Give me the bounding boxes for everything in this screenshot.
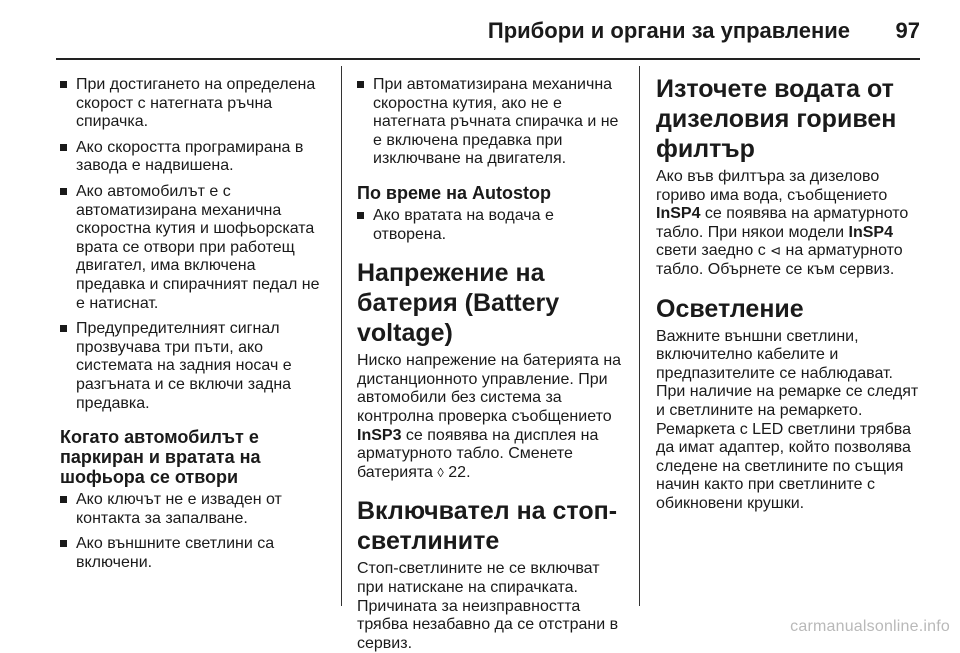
list-item: Ако скоростта програмирана в завода е надвишена. [60,139,328,176]
list-item: Ако вратата на водача е отворена. [357,207,623,244]
watermark: carmanualsonline.info [790,618,950,635]
heading-battery-voltage: Напрежение на батерия (Battery voltage) [357,259,560,348]
page-title: Прибори и органи за управление [487,18,850,43]
lighting-paragraph: Важните външни светлини, включително кабелите и предпазителите се наблюдават. При наличие на ремарке се следят и светлините на ремаркето. Ремаркета с LED светлини трябва да имат адаптер, който позволява следене на светлините по същия начин както при светлините с обикновени крушки. [656,327,919,512]
bullet-square-icon [60,325,67,332]
list-item: Ако външните светлини са включени. [60,535,328,572]
column-1 [60,76,328,579]
bullet-square-icon [60,144,67,151]
bullet-square-icon [357,81,364,88]
list-item: Ако ключът не е изваден от контакта за запалване. [60,491,328,528]
subheading-parked-door-open: Когато автомобилът е паркиран и вратата на шофьора се отвори [60,427,261,488]
drain-paragraph: Ако във филтъра за дизелово гориво има вода, съобщението InSP4 се появява на арматурното табло. При някои модели InSP4 свети заедно с ⊲ на арматурното табло. Обърнете се към сервиз. [656,168,909,278]
service-wrench-icon: ⊲ [770,243,782,259]
page-number: 97 [895,18,920,43]
column-divider-2 [639,66,640,606]
bullet-square-icon [60,496,67,503]
code-insp4: InSP4 [656,205,701,223]
heading-drain-water-filter: Източете водата от дизеловия горивен филтър [656,75,897,163]
page-header [56,14,920,60]
list-item: Ако автомобилът е с автоматизирана механична скоростна кутия и шофьорската врата се отвори при работещ двигател, има включена предавка и спирачният педал не е натиснат. [60,183,328,313]
bullet-square-icon [60,188,67,195]
list-item: Предупредителният сигнал прозвучава три пъти, ако системата на задния носач е разгъната и се включи задна предавка. [60,320,328,413]
battery-paragraph: Ниско напрежение на батерията на дистанционното управление. При автомобили без система за контролна проверка съобщението InSP3 се появява на дисплея на арматурното табло. Сменете батерията ◊ 22. [357,352,622,481]
list-item: При достигането на определена скорост с натегната ръчна спирачка. [60,76,328,132]
heading-brake-light-switch: Включвател на стоп-светлините [357,497,618,556]
bullet-square-icon [60,81,67,88]
bullet-square-icon [357,212,364,219]
page-reference-link[interactable]: 22. [448,463,471,481]
bullet-square-icon [60,540,67,547]
list-item: При автоматизирана механична скоростна кутия, ако не е натегната ръчната спирачка и не е включена предавка при изключване на двигателя. [357,76,623,169]
column-3 [656,76,926,514]
subheading-autostop: По време на Autostop [357,182,551,203]
column-2 [357,76,623,653]
brake-switch-paragraph: Стоп-светлините не се включват при натискане на спирачката. Причината за неизправността трябва незабавно да се отстрани в сервиз. [357,560,619,652]
page-reference-icon: ◊ [437,464,444,480]
column-divider-1 [341,66,342,606]
code-insp3: InSP3 [357,426,402,444]
code-insp4: InSP4 [848,223,893,241]
heading-lighting: Осветление [656,294,804,323]
